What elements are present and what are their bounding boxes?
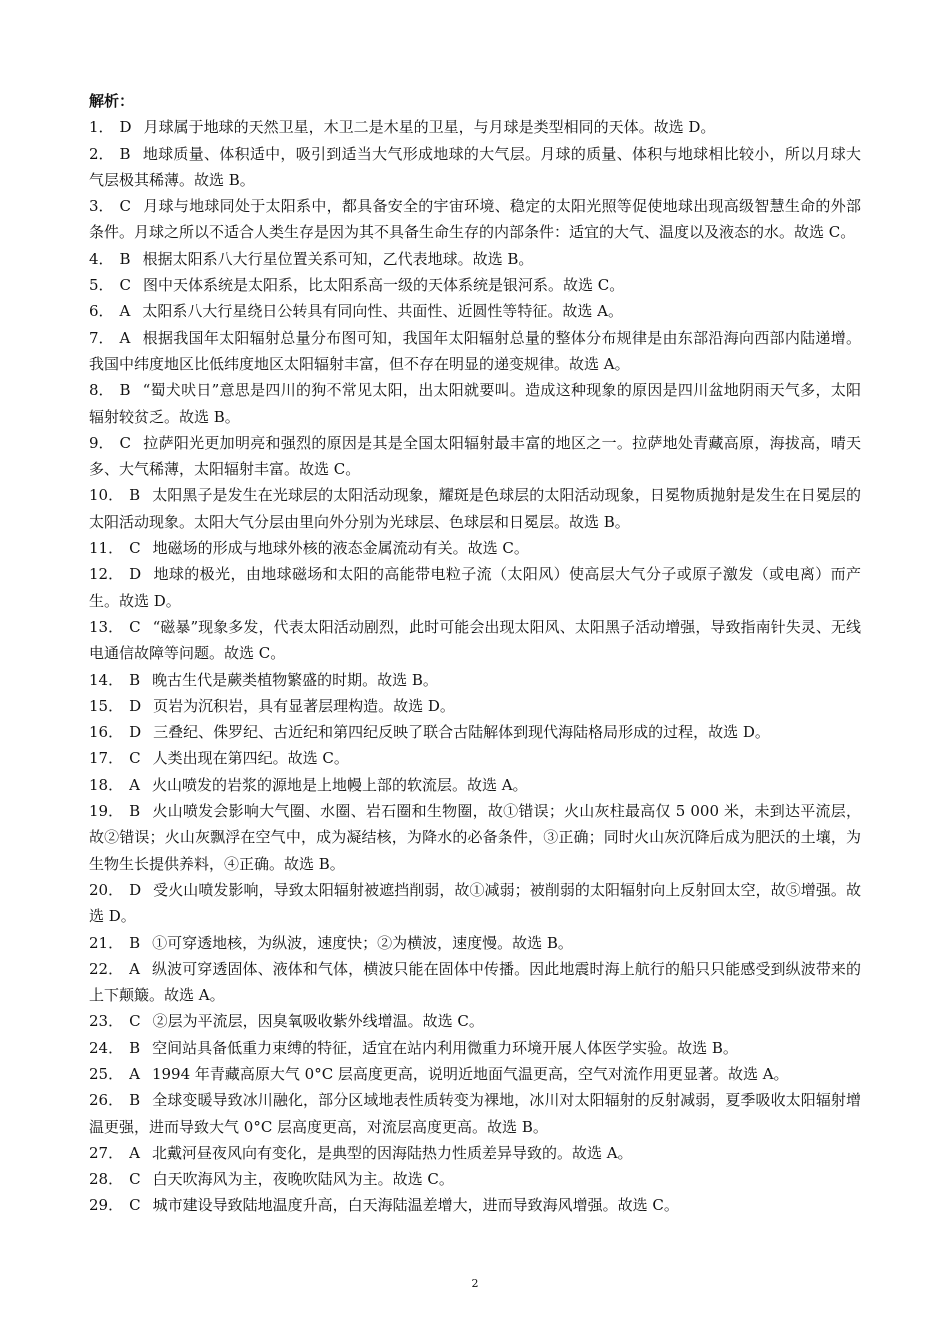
question-number: 29． (89, 1196, 124, 1215)
answer-item (89, 1035, 861, 1061)
question-number: 21． (89, 933, 124, 952)
answer-item (89, 114, 861, 140)
answer-letter: D (119, 118, 132, 137)
answer-item (89, 298, 861, 324)
explanation-text: ①可穿透地核，为纵波，速度快；②为横波，速度慢。故选 B。 (152, 933, 573, 952)
question-number: 7． (89, 328, 114, 347)
explanation-text: 纵波可穿透固体、液体和气体，横波只能在固体中传播。因此地震时海上航行的船只只能感受到纵波带来的上下颠簸。故选 A。 (89, 959, 861, 1005)
answer-item (89, 1061, 861, 1087)
question-number: 13． (89, 617, 124, 636)
answer-letter: B (129, 670, 141, 689)
explanation-text: 地球的极光，由地球磁场和太阳的高能带电粒子流（太阳风）使高层大气分子或原子激发（或电离）而产生。故选 D。 (89, 565, 861, 610)
question-number: 19． (89, 802, 124, 821)
explanation-text: 白天吹海风为主，夜晚吹陆风为主。故选 C。 (152, 1170, 454, 1189)
explanation-text: 太阳黑子是发生在光球层的太阳活动现象，耀斑是色球层的太阳活动现象，日冕物质抛射是发生在日冕层的太阳活动现象。太阳大气分层由里向外分别为光球层、色球层和日冕层。故选 B。 (89, 486, 861, 531)
question-number: 2． (89, 144, 114, 163)
explanation-text: “蜀犬吠日”意思是四川的狗不常见太阳，出太阳就要叫。造成这种现象的原因是四川盆地阴雨天气多，太阳辐射较贫乏。故选 B。 (89, 381, 861, 426)
question-number: 10． (89, 486, 124, 505)
answer-letter: A (129, 1143, 140, 1162)
explanation-text: 北戴河昼夜风向有变化，是典型的因海陆热力性质差异导致的。故选 A。 (151, 1143, 633, 1162)
explanation-text: 全球变暖导致冰川融化，部分区域地表性质转变为裸地，冰川对太阳辐射的反射减弱，夏季吸收太阳辐射增温更强，进而导致大气 0°C 层高度更高，对流层高度更高。故选 B。 (89, 1091, 861, 1136)
answer-item (89, 772, 861, 798)
explanation-text: 受火山喷发影响，导致太阳辐射被遮挡削弱，故①减弱；被削弱的太阳辐射向上反射回太空，故⑤增强。故选 D。 (89, 880, 861, 926)
question-number: 24． (89, 1038, 124, 1057)
question-number: 28． (89, 1170, 124, 1189)
question-number: 5． (89, 276, 114, 295)
question-number: 4． (89, 249, 114, 268)
answer-letter: B (129, 1091, 141, 1110)
explanation-text: 拉萨阳光更加明亮和强烈的原因是其是全国太阳辐射最丰富的地区之一。拉萨地处青藏高原，海拔高，晴天多、大气稀薄，太阳辐射丰富。故选 C。 (89, 433, 861, 479)
answer-letter: A (129, 1064, 140, 1083)
question-number: 12． (89, 565, 124, 584)
question-number: 14． (89, 670, 124, 689)
explanation-text: ②层为平流层，因臭氧吸收紫外线增温。故选 C。 (152, 1012, 484, 1031)
question-number: 16． (89, 723, 124, 742)
explanation-text: 月球与地球同处于太阳系中，都具备安全的宇宙环境、稳定的太阳光照等促使地球出现高级智慧生命的外部条件。月球之所以不适合人类生存是因为其不具备生命生存的内部条件：适宜的大气、温度以及液态的水。故选 C。 (89, 197, 861, 242)
explanation-text: 人类出现在第四纪。故选 C。 (152, 749, 349, 768)
explanation-text: 地球质量、体积适中，吸引到适当大气形成地球的大气层。月球的质量、体积与地球相比较小，所以月球大气层极其稀薄。故选 B。 (89, 144, 861, 189)
answer-item (89, 561, 861, 614)
explanation-text: 晚古生代是蕨类植物繁盛的时期。故选 B。 (152, 670, 438, 689)
answer-letter: C (129, 1012, 141, 1031)
explanation-text: 火山喷发的岩浆的源地是上地幔上部的软流层。故选 A。 (151, 775, 528, 794)
explanation-text: 城市建设导致陆地温度升高，白天海陆温差增大，进而导致海风增强。故选 C。 (152, 1196, 679, 1215)
answer-letter: C (129, 539, 141, 558)
answer-item (89, 956, 861, 1009)
answer-list (89, 114, 861, 1218)
question-number: 18． (89, 775, 124, 794)
answer-letter: C (129, 1170, 141, 1189)
answer-item (89, 614, 861, 667)
answer-letter: B (119, 249, 131, 268)
document-page (89, 88, 861, 1219)
question-number: 15． (89, 696, 124, 715)
answer-letter: A (129, 775, 140, 794)
answer-letter: B (129, 1038, 141, 1057)
explanation-text: 页岩为沉积岩，具有显著层理构造。故选 D。 (153, 696, 455, 715)
question-number: 9． (89, 433, 114, 452)
question-number: 27． (89, 1143, 124, 1162)
question-number: 22． (89, 959, 124, 978)
explanation-text: 根据我国年太阳辐射总量分布图可知，我国年太阳辐射总量的整体分布规律是由东部沿海向西部内陆递增。我国中纬度地区比低纬度地区太阳辐射丰富，但不存在明显的递变规律。故选 A。 (89, 328, 861, 373)
explanation-text: 三叠纪、侏罗纪、古近纪和第四纪反映了联合古陆解体到现代海陆格局形成的过程，故选 D。 (153, 723, 770, 742)
answer-item (89, 798, 861, 877)
answer-letter: C (129, 1196, 141, 1215)
analysis-heading: 解析： (89, 92, 135, 110)
answer-item (89, 745, 861, 771)
answer-letter: C (119, 276, 132, 295)
answer-item (89, 272, 861, 298)
answer-letter: A (119, 302, 131, 321)
answer-item (89, 1192, 861, 1218)
question-number: 8． (89, 381, 114, 400)
answer-letter: A (119, 328, 131, 347)
question-number: 26． (89, 1091, 124, 1110)
answer-item (89, 1166, 861, 1192)
explanation-text: 地磁场的形成与地球外核的液态金属流动有关。故选 C。 (152, 539, 529, 558)
page-number: 2 (471, 1277, 479, 1290)
question-number: 11． (89, 539, 124, 558)
question-number: 6． (89, 302, 114, 321)
answer-item (89, 430, 861, 483)
question-number: 17． (89, 749, 124, 768)
answer-letter: B (119, 144, 131, 163)
answer-letter: B (119, 381, 131, 400)
answer-letter: A (129, 959, 140, 978)
explanation-text: 图中天体系统是太阳系，比太阳系高一级的天体系统是银河系。故选 C。 (143, 276, 625, 295)
answer-letter: C (129, 749, 141, 768)
answer-item (89, 325, 861, 378)
answer-item (89, 877, 861, 930)
explanation-text: 1994 年青藏高原大气 0°C 层高度更高，说明近地面气温更高，空气对流作用更显著。故选 A。 (151, 1064, 789, 1083)
answer-item (89, 719, 861, 745)
answer-item (89, 1087, 861, 1140)
explanation-text: 火山喷发会影响大气圈、水圈、岩石圈和生物圈，故①错误；火山灰柱最高仅 5 000 米，未到达平流层，故②错误；火山灰飘浮在空气中，成为凝结核，为降水的必备条件，③正确；同时火山灰沉降后成为肥沃的土壤，为生物生长提供养料，④正确。故选 B。 (89, 802, 861, 873)
answer-item (89, 535, 861, 561)
answer-item (89, 141, 861, 194)
explanation-text: “磁暴”现象多发，代表太阳活动剧烈，此时可能会出现太阳风、太阳黑子活动增强，导致指南针失灵、无线电通信故障等问题。故选 C。 (89, 617, 861, 663)
explanation-text: 空间站具备低重力束缚的特征，适宜在站内利用微重力环境开展人体医学实验。故选 B。 (152, 1038, 738, 1057)
answer-letter: D (129, 696, 142, 715)
question-number: 20． (89, 880, 124, 899)
answer-letter: D (129, 565, 142, 584)
answer-item (89, 667, 861, 693)
question-number: 3． (89, 197, 114, 216)
answer-letter: D (129, 723, 142, 742)
question-number: 25． (89, 1064, 124, 1083)
answer-letter: C (119, 197, 132, 216)
answer-item (89, 246, 861, 272)
answer-item (89, 1008, 861, 1034)
explanation-text: 月球属于地球的天然卫星，木卫二是木星的卫星，与月球是类型相同的天体。故选 D。 (143, 118, 716, 137)
answer-letter: D (129, 880, 142, 899)
question-number: 23． (89, 1012, 124, 1031)
answer-item (89, 377, 861, 430)
explanation-text: 根据太阳系八大行星位置关系可知，乙代表地球。故选 B。 (142, 249, 534, 268)
answer-item (89, 930, 861, 956)
answer-letter: B (129, 933, 141, 952)
answer-item (89, 482, 861, 535)
answer-item (89, 193, 861, 246)
answer-letter: B (129, 802, 141, 821)
answer-item (89, 1140, 861, 1166)
answer-item (89, 693, 861, 719)
question-number: 1． (89, 118, 114, 137)
answer-letter: C (129, 617, 141, 636)
explanation-text: 太阳系八大行星绕日公转具有同向性、共面性、近圆性等特征。故选 A。 (142, 302, 623, 321)
answer-letter: B (129, 486, 141, 505)
answer-letter: C (119, 433, 132, 452)
